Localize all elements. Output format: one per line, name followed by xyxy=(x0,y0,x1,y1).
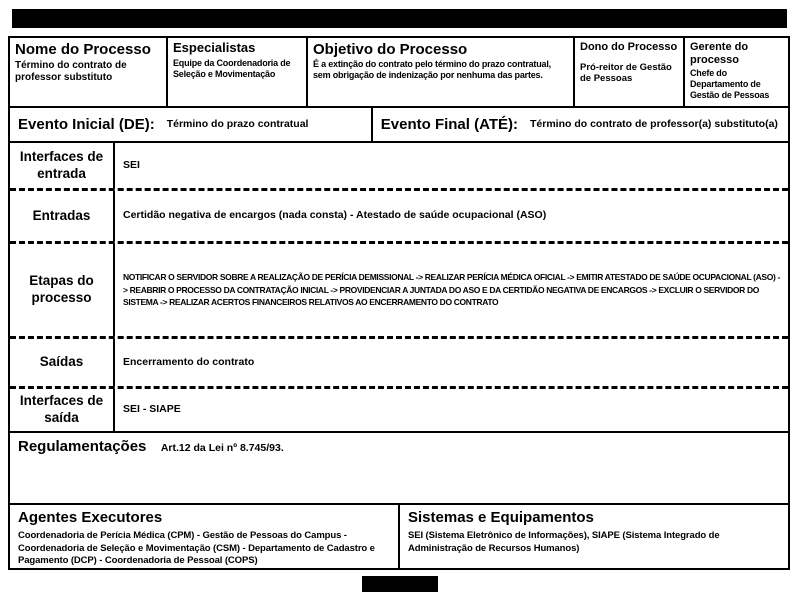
regulations-label: Regulamentações xyxy=(18,438,147,455)
initial-event-label: Evento Inicial (DE): xyxy=(18,116,155,133)
process-steps-row xyxy=(10,241,788,336)
input-interfaces-label: Interfaces de entrada xyxy=(10,143,115,188)
initial-event-value: Término do prazo contratual xyxy=(166,117,309,130)
outputs-value: Encerramento do contrato xyxy=(123,355,255,368)
process-owner-title: Dono do Processo xyxy=(580,41,678,53)
initial-event-cell xyxy=(10,108,373,141)
process-manager-cell xyxy=(685,38,780,106)
top-black-bar xyxy=(12,9,787,28)
systems-equipment-title: Sistemas e Equipamentos xyxy=(408,509,594,526)
inputs-row xyxy=(10,188,788,241)
bottom-black-bar xyxy=(362,576,438,592)
outputs-value-cell xyxy=(115,339,788,386)
executing-agents-title: Agentes Executores xyxy=(18,509,163,526)
executing-agents-value: Coordenadoria de Perícia Médica (CPM) - Gestão de Pessoas do Campus - Coordenadoria de Seleção e Movimentação (CSM) - Departamento de Cadastro e Pagamento (DCP) - Coordenadoria de Pessoal (COPS) xyxy=(18,530,375,566)
input-interfaces-value-cell xyxy=(115,143,788,188)
inputs-label: Entradas xyxy=(10,191,115,241)
process-manager-title: Gerente do processo xyxy=(690,41,749,66)
header-row xyxy=(10,38,788,106)
final-event-cell xyxy=(373,108,788,141)
outputs-row xyxy=(10,336,788,386)
process-name-title: Nome do Processo xyxy=(15,41,151,58)
objective-cell xyxy=(308,38,575,106)
process-steps-value: NOTIFICAR O SERVIDOR SOBRE A REALIZAÇÃO DE PERÍCIA DEMISSIONAL -> REALIZAR PERÍCIA MÉDICA OFICIAL -> EMITIR ATESTADO DE SAÚDE OCUPACIONAL (ASO) -> REABRIR O PROCESSO DA CONTRATAÇÃO INICIAL -> PROVIDENCIAR A JUNTADA DO ASO E DA CERTIDÃO NEGATIVA DE ENCARGOS -> EXCLUIR O SERVIDOR DO SISTEMA -> REALIZAR ACERTOS FINANCEIROS RELATIVOS AO ENCERRAMENTO DO CONTRATO xyxy=(123,271,780,308)
systems-equipment-value: SEI (Sistema Eletrônico de Informações), SIAPE (Sistema Integrado de Administração de Recursos Humanos) xyxy=(408,530,720,554)
specialists-cell xyxy=(168,38,308,106)
process-owner-cell xyxy=(575,38,685,106)
specialists-title: Especialistas xyxy=(173,40,256,55)
regulations-row xyxy=(10,431,788,503)
objective-value: É a extinção do contrato pelo término do prazo contratual, sem obrigação de indenização por nenhuma das partes. xyxy=(313,59,551,81)
process-steps-value-cell xyxy=(115,244,788,336)
process-name-value: Término do contrato de professor substituto xyxy=(15,60,127,84)
final-event-label: Evento Final (ATÉ): xyxy=(380,116,518,133)
output-interfaces-value-cell xyxy=(115,389,788,431)
input-interfaces-row xyxy=(10,141,788,188)
footer-row xyxy=(10,503,788,568)
output-interfaces-row xyxy=(10,386,788,431)
regulations-value: Art.12 da Lei nº 8.745/93. xyxy=(160,442,284,454)
process-manager-value: Chefe do Departamento de Gestão de Pessoas xyxy=(690,68,770,101)
process-name-cell xyxy=(10,38,168,106)
input-interfaces-value: SEI xyxy=(123,158,140,171)
executing-agents-cell xyxy=(10,505,400,568)
inputs-value: Certidão negativa de encargos (nada consta) - Atestado de saúde ocupacional (ASO) xyxy=(123,209,547,222)
process-definition-table xyxy=(8,36,790,570)
systems-equipment-cell xyxy=(400,505,788,568)
events-row xyxy=(10,106,788,141)
process-owner-value: Pró-reitor de Gestão de Pessoas xyxy=(580,61,672,85)
process-steps-label: Etapas do processo xyxy=(10,244,115,336)
output-interfaces-label: Interfaces de saída xyxy=(10,389,115,431)
output-interfaces-value: SEI - SIAPE xyxy=(123,403,181,416)
specialists-value: Equipe da Coordenadoria de Seleção e Movimentação xyxy=(173,57,291,79)
objective-title: Objetivo do Processo xyxy=(313,41,468,58)
outputs-label: Saídas xyxy=(10,339,115,386)
inputs-value-cell xyxy=(115,191,788,241)
final-event-value: Término do contrato de professor(a) substituto(a) xyxy=(530,117,778,130)
